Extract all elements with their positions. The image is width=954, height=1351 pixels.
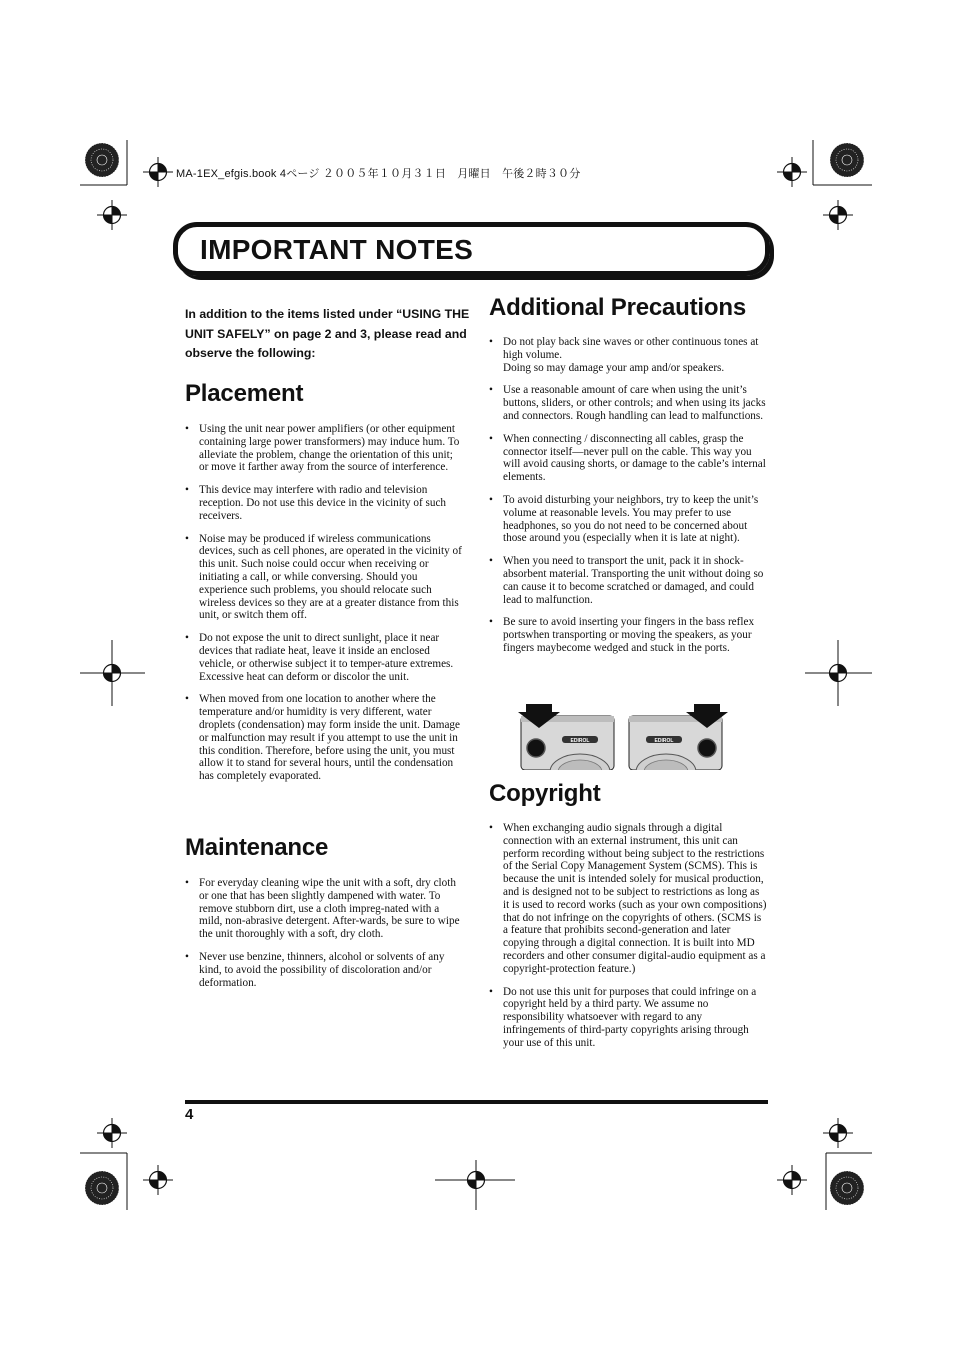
additional-precautions-list xyxy=(489,336,767,665)
list-item: • When you need to transport the unit, pack it in shock-absorbent material. Transporting the unit without doing so can cause it to become scratched or damaged, and could lead to malfunction. xyxy=(489,555,767,606)
list-item: • When moved from one location to another where the temperature and/or humidity is very different, water droplets (condensation) may form inside the unit. Damage or malfunction may result if you attempt to use the unit in this condition. Therefore, before using the unit, you must allow it to stand for several hours, until the condensation has completely evaporated. xyxy=(185,693,463,783)
registration-star-icon xyxy=(85,143,119,177)
placement-heading: Placement xyxy=(185,380,304,407)
crosshair-icon xyxy=(777,157,807,187)
list-item: • When exchanging audio signals through a digital connection with an external instrument, this unit can perform recording without being subject to the restrictions of the Serial Copy Management System (SCMS). This is because the unit is intended solely for musical production, and is designed not to be subject to restrictions as long as it is used to record works (such as your own compositions) that do not infringe on the copyrights of others. (SCMS is a feature that prohibits second-generation and later copying through a digital connection. It is built into MD recorders and other consumer digital-audio equipment as a copyright-protection feature.) xyxy=(489,822,767,976)
list-item: • For everyday cleaning wipe the unit with a soft, dry cloth or one that has been slightly dampened with water. To remove stubborn dirt, use a cloth impreg-nated with a mild, non-abrasive detergent. After-wards, be sure to wipe the unit thoroughly with a soft, dry cloth. xyxy=(185,877,463,941)
intro-text: In addition to the items listed under “USING THE UNIT SAFELY” on page 2 and 3, please read and observe the following: xyxy=(185,307,470,360)
additional-precautions-heading: Additional Precautions xyxy=(489,294,746,321)
registration-star-icon xyxy=(830,1171,864,1205)
speaker-brand-left: EDIROL xyxy=(570,738,590,744)
crosshair-icon xyxy=(143,1165,173,1195)
copyright-list xyxy=(489,822,767,1060)
list-item: • To avoid disturbing your neighbors, try to keep the unit’s volume at reasonable levels. You may prefer to use headphones, so you do not need to be concerned about those around you (especially when it is late at night). xyxy=(489,494,767,545)
footer-rule xyxy=(185,1100,768,1104)
maintenance-list xyxy=(185,877,463,999)
list-item: • Use a reasonable amount of care when using the unit’s buttons, sliders, or other controls; and when using its jacks and connectors. Rough handling can lead to malfunctions. xyxy=(489,384,767,422)
list-item: • When connecting / disconnecting all cables, grasp the connector itself—never pull on the cable. This way you will avoid causing shorts, or damage to the cable’s internal elements. xyxy=(489,433,767,484)
crosshair-icon xyxy=(823,1118,853,1148)
list-item: • Be sure to avoid inserting your fingers in the bass reflex portswhen transporting or moving the speakers, as your fingers maybecome wedged and stuck in the ports. xyxy=(489,616,767,654)
crosshair-icon xyxy=(777,1165,807,1195)
list-item: • Do not use this unit for purposes that could infringe on a copyright held by a third party. We assume no responsibility whatsoever with regard to any infringements of third-party copyrights arising through your use of this unit. xyxy=(489,986,767,1050)
title-box xyxy=(173,222,770,276)
page-number: 4 xyxy=(185,1106,194,1123)
copyright-heading: Copyright xyxy=(489,780,601,807)
list-item: • Using the unit near power amplifiers (or other equipment containing large power transformers) may induce hum. To alleviate the problem, change the orientation of this unit; or move it farther away from the source of interference. xyxy=(185,423,463,474)
crosshair-icon xyxy=(97,200,127,230)
list-item: • Noise may be produced if wireless communications devices, such as cell phones, are operated in the vicinity of this unit. Such noise could occur when receiving or initiating a call, or while conversing. Should you experience such problems, you should relocate such wireless devices so they are at a greater distance from this unit, or switch them off. xyxy=(185,533,463,623)
crosshair-icon xyxy=(143,157,173,187)
list-item: • Never use benzine, thinners, alcohol or solvents of any kind, to avoid the possibility of discoloration and/or deformation. xyxy=(185,951,463,989)
list-item: • Do not expose the unit to direct sunlight, place it near devices that radiate heat, leave it inside an enclosed vehicle, or otherwise subject it to temper-ature extremes. Excessive heat can deform or discolor the unit. xyxy=(185,632,463,683)
list-item: • This device may interfere with radio and television reception. Do not use this device in the vicinity of such receivers. xyxy=(185,484,463,522)
crosshair-icon xyxy=(823,200,853,230)
crosshair-icon xyxy=(97,1118,127,1148)
speaker-brand-right: EDIROL xyxy=(654,738,674,744)
registration-star-icon xyxy=(830,143,864,177)
list-item: • Do not play back sine waves or other continuous tones at high volume. Doing so may damage your amp and/or speakers. xyxy=(489,336,767,374)
placement-list xyxy=(185,423,463,793)
maintenance-heading: Maintenance xyxy=(185,834,329,861)
speaker-illustration xyxy=(518,702,728,770)
page-title: IMPORTANT NOTES xyxy=(200,234,474,265)
print-header: MA-1EX_efgis.book 4ページ ２００５年１０月３１日 月曜日 午後２時３０分 xyxy=(176,168,581,180)
registration-star-icon xyxy=(85,1171,119,1205)
